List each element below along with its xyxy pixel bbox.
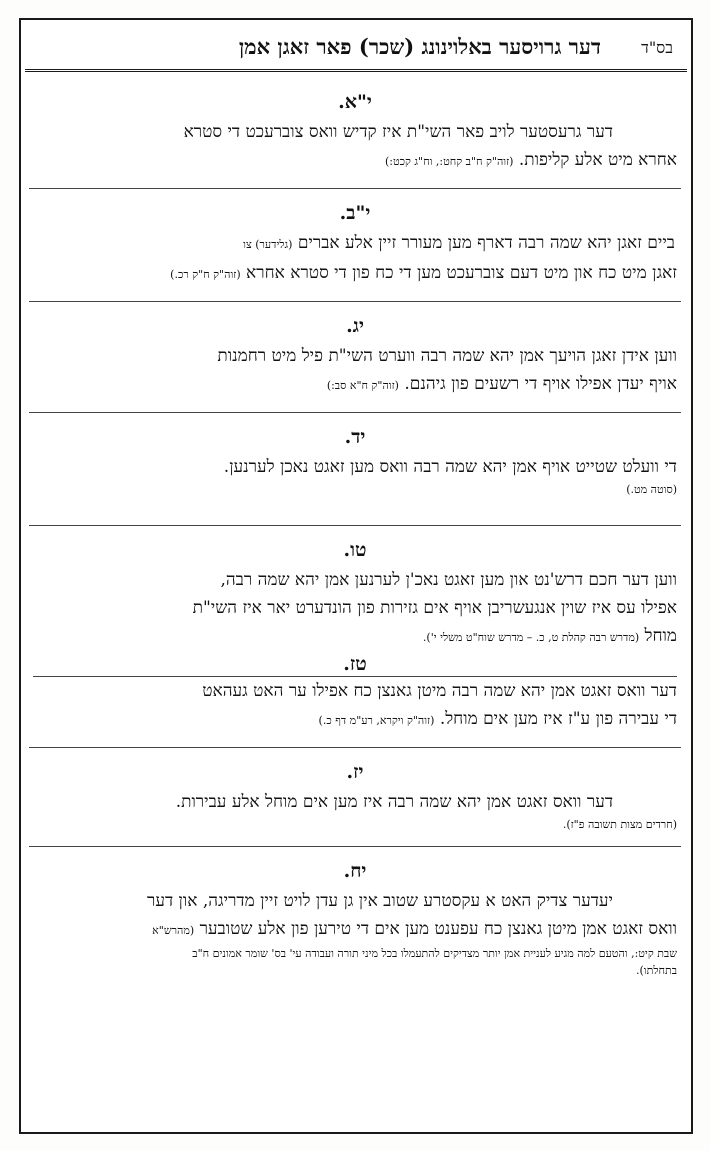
footnote-line: בתחלתו). bbox=[636, 964, 677, 977]
section-number: יג. bbox=[346, 315, 364, 337]
footnote-line: שבת קיט:, והטעם למה מגיע לעניית אמן יותר מצדיקים להתעמלו בכל מיני תורה ועבודה עי' בס' שומר אמונים ח"ב bbox=[192, 947, 677, 960]
header bbox=[21, 32, 691, 68]
text-line bbox=[33, 705, 677, 735]
section-number: טו. bbox=[343, 539, 367, 561]
text-line: דער גרעסטער לויב פאר השי"ת איז קדיש וואס צוברעכט די סטרא bbox=[183, 122, 613, 142]
source-citation: (זוה"ק ויקרא, רע"מ דף כ.) bbox=[318, 714, 435, 727]
source-citation: (חרדים מצות תשובה פ"ז). bbox=[562, 818, 677, 831]
text-line: אפילו עס איז שוין אנגעשריבן אויף אים גזירות פון הונדערט יאר איז השי"ת bbox=[192, 598, 677, 618]
section-13 bbox=[29, 302, 681, 413]
section-17 bbox=[29, 748, 681, 847]
title-rule bbox=[25, 69, 687, 72]
text-fragment: מוחל bbox=[644, 626, 677, 646]
section-number: יד. bbox=[344, 426, 366, 448]
text-fragment: אחרא מיט אלע קליפות. bbox=[518, 150, 677, 170]
source-citation: (סוטה מט.) bbox=[626, 483, 677, 496]
section-number: יז. bbox=[346, 761, 364, 783]
page-title: דער גרויסער באלוינונג (שכר) פאר זאגן אמן bbox=[238, 34, 601, 59]
source-citation: (מדרש רבה קהלת ט, כ. – מדרש שוח"ט משלי י'). bbox=[422, 631, 640, 644]
source-citation: (מהרש"א bbox=[152, 924, 195, 937]
text-line bbox=[33, 622, 677, 652]
content bbox=[29, 84, 681, 991]
section-12 bbox=[29, 189, 681, 302]
source-citation: (זוה"ק ח"ב קחט:, וח"ג קכט:) bbox=[384, 155, 514, 168]
text-line bbox=[33, 259, 677, 289]
section-18 bbox=[29, 847, 681, 991]
source-citation: (זוה"ק ח"א סב:) bbox=[326, 379, 399, 392]
text-fragment: זאגן מיט כח און מיט דעם צוברעכט מען די כח פון די סטרא אחרא bbox=[246, 263, 677, 283]
section-number: יח. bbox=[343, 860, 367, 882]
section-number: טז. bbox=[343, 653, 367, 675]
section-number: י"א. bbox=[338, 91, 372, 113]
bsd-mark: בס"ד bbox=[641, 38, 673, 57]
section-14 bbox=[29, 413, 681, 526]
text-line bbox=[33, 370, 677, 400]
text-line: יעדער צדיק האט א עקסטרע שטוב אין גן עדן לויט זיין מדריגה, און דער bbox=[146, 891, 613, 911]
text-fragment: אויף יעדן אפילו אויף די רשעים פון גיהנם. bbox=[404, 374, 677, 394]
text-gloss: (גלידער) צו bbox=[243, 238, 293, 251]
text-line: דער וואס זאגט אמן יהא שמה רבה איז מען אים מוחל אלע עבירות. bbox=[175, 792, 613, 812]
text-fragment: וואס זאגט אמן מיטן גאנצן כח עפענט מען אים די טירען פון אלע שטובער bbox=[199, 919, 677, 939]
text-line bbox=[33, 146, 677, 176]
text-line: די וועלט שטייט אויף אמן יהא שמה רבה וואס מען זאגט נאכן לערנען. bbox=[223, 457, 677, 477]
page-frame bbox=[19, 18, 693, 1134]
text-line: ווען דער חכם דרש'נט און מען זאגט נאכ'ן לערנען אמן יהא שמה רבה, bbox=[220, 570, 677, 590]
text-fragment: די עבירה פון ע"ז איז מען אים מוחל. bbox=[439, 709, 677, 729]
source-citation: (זוה"ק ח"ק רכ.) bbox=[170, 268, 241, 281]
text-line bbox=[33, 229, 677, 259]
text-fragment: ביים זאגן יהא שמה רבה דארף מען מעורר זיין אלע אברים bbox=[297, 233, 675, 253]
section-16 bbox=[29, 652, 681, 748]
section-15 bbox=[29, 526, 681, 654]
section-11 bbox=[29, 84, 681, 189]
text-line: דער וואס זאגט אמן יהא שמה רבה מיטן גאנצן כח אפילו ער האט געהאט bbox=[33, 676, 677, 705]
text-line: ווען אידן זאגן הויעך אמן יהא שמה רבה ווערט השי"ת פיל מיט רחמנות bbox=[217, 346, 677, 366]
section-number: י"ב. bbox=[339, 202, 371, 224]
text-line bbox=[33, 915, 677, 945]
